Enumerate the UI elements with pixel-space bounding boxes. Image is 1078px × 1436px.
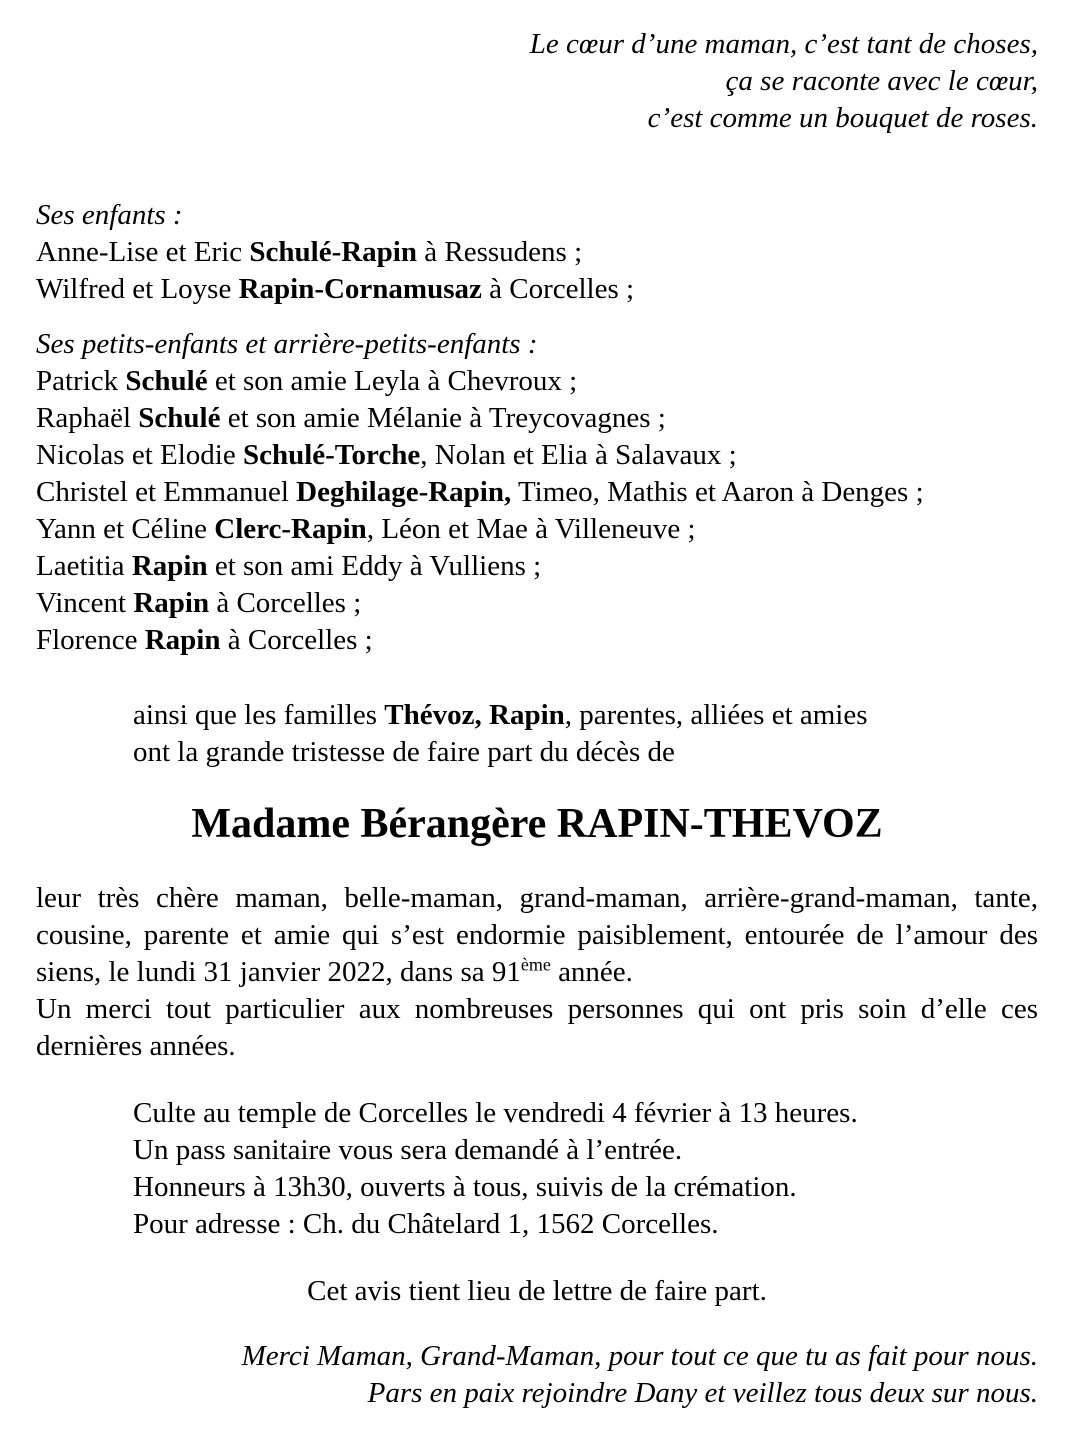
text-segment: à Ressudens ; <box>417 236 583 268</box>
text-segment: Yann et Céline <box>36 513 215 545</box>
text-segment: à Corcelles ; <box>220 624 373 656</box>
text-line <box>36 622 1038 659</box>
announcement-text <box>133 697 1038 771</box>
text-segment: Patrick <box>36 365 126 397</box>
text-segment: Merci Maman, Grand-Maman, pour tout ce que tu as fait pour nous. <box>241 1340 1038 1372</box>
text-segment: ça se raconte avec le cœur, <box>725 65 1038 97</box>
text-line <box>36 511 1038 548</box>
text-segment: à Corcelles ; <box>209 587 362 619</box>
text-segment: et son amie Leyla à Chevroux ; <box>207 365 578 397</box>
ceremony-details <box>133 1095 1038 1243</box>
text-segment: c’est comme un bouquet de roses. <box>647 102 1038 134</box>
text-line <box>36 474 1038 511</box>
text-segment: Culte au temple de Corcelles le vendredi 4 février à 13 heures. <box>133 1097 858 1129</box>
text-segment: , parentes, alliées et amies <box>564 699 868 731</box>
text-line <box>36 234 1038 271</box>
text-line <box>133 1169 1038 1206</box>
text-line <box>133 1095 1038 1132</box>
text-line <box>36 363 1038 400</box>
family-name: Deghilage-Rapin, <box>296 476 512 508</box>
family-name: Clerc-Rapin <box>214 513 367 545</box>
family-name: Rapin-Cornamusaz <box>238 273 482 305</box>
text-line <box>36 585 1038 622</box>
text-segment: année. <box>550 956 633 988</box>
text-segment: Nicolas et Elodie <box>36 439 243 471</box>
text-segment: Le cœur d’une maman, c’est tant de choses, <box>529 28 1038 60</box>
text-segment: ont la grande tristesse de faire part du décès de <box>133 736 675 768</box>
text-line <box>36 271 1038 308</box>
family-name: Schulé-Rapin <box>249 236 417 268</box>
text-line <box>36 1338 1038 1375</box>
children-section <box>36 197 1038 308</box>
grandchildren-list <box>36 363 1038 659</box>
text-line <box>36 1375 1038 1412</box>
obituary-paragraph <box>36 880 1038 991</box>
text-line <box>133 1206 1038 1243</box>
text-line <box>36 437 1038 474</box>
obituary-body <box>36 880 1038 1065</box>
grandchildren-heading: Ses petits-enfants et arrière-petits-enfants : <box>36 328 538 360</box>
epigraph-poem <box>36 26 1038 137</box>
text-segment: Christel et Emmanuel <box>36 476 297 508</box>
text-segment: Un pass sanitaire vous sera demandé à l’entrée. <box>133 1134 683 1166</box>
text-segment: , Nolan et Elia à Salavaux ; <box>420 439 737 471</box>
text-segment: Honneurs à 13h30, ouverts à tous, suivis de la crémation. <box>133 1171 797 1203</box>
text-segment: à Corcelles ; <box>481 273 635 305</box>
text-segment: Wilfred et Loyse <box>36 273 239 305</box>
text-segment: Florence <box>36 624 145 656</box>
family-name: Thévoz, Rapin <box>384 699 565 731</box>
children-heading: Ses enfants : <box>36 199 183 231</box>
text-line <box>36 100 1038 137</box>
deceased-name: Madame Bérangère RAPIN-THEVOZ <box>191 801 883 847</box>
notice-line: Cet avis tient lieu de lettre de faire part. <box>307 1275 767 1307</box>
text-segment: Raphaël <box>36 402 139 434</box>
family-name: Rapin <box>144 624 221 656</box>
farewell-message <box>36 1338 1038 1412</box>
family-name: Schulé <box>125 365 208 397</box>
family-name: Rapin <box>131 550 208 582</box>
text-segment: , Léon et Mae à Villeneuve ; <box>366 513 696 545</box>
text-segment: Pour adresse : Ch. du Châtelard 1, 1562 Corcelles. <box>133 1208 719 1240</box>
text-line <box>36 400 1038 437</box>
text-segment: Laetitia <box>36 550 132 582</box>
text-segment: Pars en paix rejoindre Dany et veillez tous deux sur nous. <box>367 1377 1038 1409</box>
text-line <box>133 697 1038 734</box>
text-line <box>133 734 1038 771</box>
text-segment: et son ami Eddy à Vulliens ; <box>207 550 542 582</box>
obituary-paragraph: Un merci tout particulier aux nombreuses personnes qui ont pris soin d’elle ces dernières années. <box>36 993 1038 1062</box>
family-name: Schulé <box>138 402 221 434</box>
text-segment: leur très chère maman, belle-maman, grand-maman, arrière-grand-maman, tante, cousine, parente et amie qui s’est endormie paisiblement, entourée de l’amour des siens, le lundi 31 janvier 2022, dans sa 91 <box>36 882 1038 988</box>
text-line <box>36 26 1038 63</box>
text-line <box>36 63 1038 100</box>
text-segment: Vincent <box>36 587 134 619</box>
text-segment: et son amie Mélanie à Treycovagnes ; <box>220 402 666 434</box>
family-name: Rapin <box>133 587 210 619</box>
family-name: Schulé-Torche <box>242 439 421 471</box>
text-segment: ainsi que les familles <box>133 699 385 731</box>
text-line <box>36 548 1038 585</box>
text-line <box>133 1132 1038 1169</box>
text-segment: Timeo, Mathis et Aaron à Denges ; <box>511 476 924 508</box>
children-list <box>36 234 1038 308</box>
text-segment: Anne-Lise et Eric <box>36 236 250 268</box>
grandchildren-section <box>36 326 1038 659</box>
text-segment: ème <box>520 954 551 975</box>
